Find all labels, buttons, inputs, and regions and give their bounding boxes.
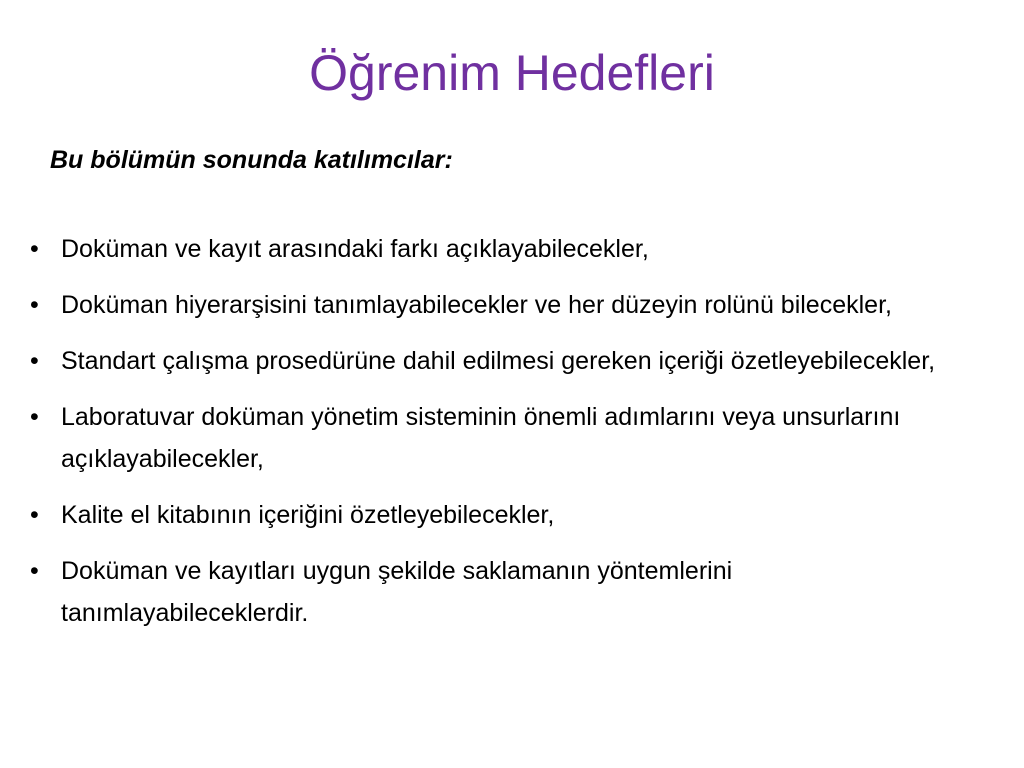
objective-text: Kalite el kitabının içeriğini özetleyebilecekler, <box>61 501 555 529</box>
slide-title: Öğrenim Hedefleri <box>309 45 715 101</box>
objective-item <box>30 284 980 326</box>
objective-text: Doküman ve kayıtları uygun şekilde saklamanın yöntemlerini tanımlayabileceklerdir. <box>61 557 733 627</box>
objective-text: Doküman hiyerarşisini tanımlayabilecekler ve her düzeyin rolünü bilecekler, <box>61 291 892 319</box>
bullet-icon: • <box>30 291 39 319</box>
objective-item <box>30 340 980 382</box>
objective-item <box>30 396 980 480</box>
objective-item <box>30 228 980 270</box>
objective-item <box>30 494 980 536</box>
objective-item <box>30 550 980 634</box>
bullet-icon: • <box>30 557 39 585</box>
bullet-icon: • <box>30 347 39 375</box>
bullet-icon: • <box>30 235 39 263</box>
objective-text: Laboratuvar doküman yönetim sisteminin önemli adımlarını veya unsurlarını açıklayabilecekler, <box>61 403 901 473</box>
objectives-list <box>30 228 980 648</box>
objective-text: Standart çalışma prosedürüne dahil edilmesi gereken içeriği özetleyebilecekler, <box>61 347 936 375</box>
objective-text: Doküman ve kayıt arasındaki farkı açıklayabilecekler, <box>61 235 649 263</box>
bullet-icon: • <box>30 501 39 529</box>
bullet-icon: • <box>30 403 39 431</box>
slide-subtitle: Bu bölümün sonunda katılımcılar: <box>50 146 453 174</box>
